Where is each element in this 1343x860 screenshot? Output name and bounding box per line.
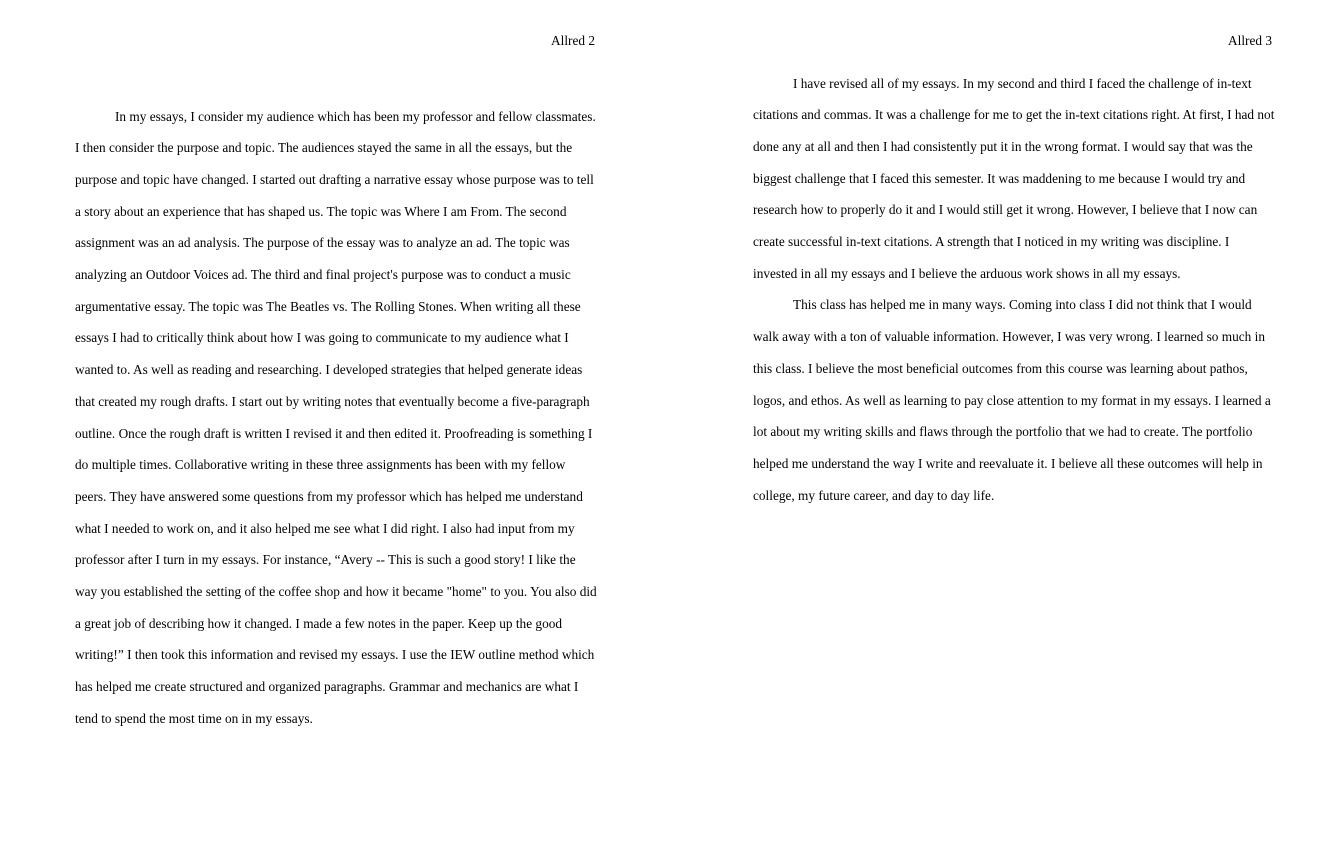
paragraph: I have revised all of my essays. In my second and third I faced the challenge of in-text citations and commas. It was a challenge for me to get the in-text citations right. At first, I had not done any at all and then I had consistently put it in the wrong format. I would say that was the biggest challenge that I faced this semester. It was maddening to me because I would try and research how to properly do it and I would still get it wrong. However, I believe that I now can create successful in-text citations. A strength that I noticed in my writing was discipline. I invested in all my essays and I believe the arduous work shows in all my essays.	[753, 75, 1275, 281]
page-header: Allred 3	[1228, 33, 1272, 48]
paragraph: In my essays, I consider my audience which has been my professor and fellow classmates. I then consider the purpose and topic. The audiences stayed the same in all the essays, but the purpose and topic have changed. I started out drafting a narrative essay whose purpose was to tell a story about an experience that has shaped us. The topic was Where I am From. The second assignment was an ad analysis. The purpose of the essay was to analyze an ad. The topic was analyzing an Outdoor Voices ad. The third and final project's purpose was to conduct a music argumentative essay. The topic was The Beatles vs. The Rolling Stones. When writing all these essays I had to critically think about how I was going to communicate to my audience what I wanted to. As well as reading and researching. I developed strategies that helped generate ideas that created my rough drafts. I start out by writing notes that eventually become a five-paragraph outline. Once the rough draft is written I revised it and then edited it. Proofreading is something I do multiple times. Collaborative writing in these three assignments has been with my fellow peers. They have answered some questions from my professor which has helped me understand what I needed to work on, and it also helped me see what I did right. I also had input from my professor after I turn in my essays. For instance, “Avery -- This is such a good story! I like the way you established the setting of the coffee shop and how it became "home" to you. You also did a great job of describing how it changed. I made a few notes in the paper. Keep up the good writing!” I then took this information and revised my essays. I use the IEW outline method which has helped me create structured and organized paragraphs. Grammar and mechanics are what I tend to spend the most time on in my essays.	[75, 108, 597, 726]
page-header: Allred 2	[551, 33, 595, 48]
page-body	[75, 101, 600, 735]
document-page-2	[0, 0, 671, 860]
paragraph: This class has helped me in many ways. Coming into class I did not think that I would walk away with a ton of valuable information. However, I was very wrong. I learned so much in this class. I believe the most beneficial outcomes from this course was learning about pathos, logos, and ethos. As well as learning to pay close attention to my format in my essays. I learned a lot about my writing skills and flaws through the portfolio that we had to create. The portfolio helped me understand the way I write and reevaluate it. I believe all these outcomes will help in college, my future career, and day to day life.	[753, 297, 1271, 503]
page-body	[753, 68, 1275, 512]
document-page-3	[671, 0, 1343, 860]
